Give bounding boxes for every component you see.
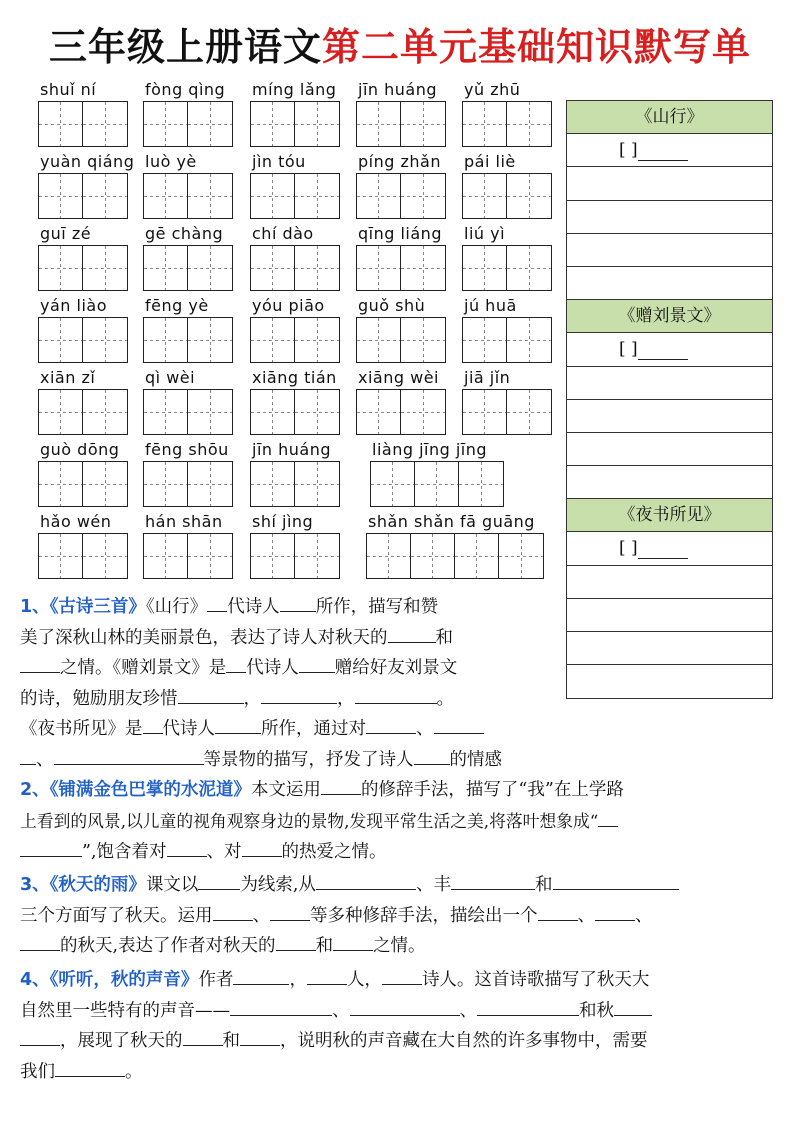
writing-cell[interactable] [401,390,445,434]
question-number: 2、 [20,780,50,800]
poem-author-row[interactable] [567,333,772,366]
pinyin-label: pái liè [464,152,516,171]
writing-cell[interactable] [401,174,445,218]
question-text: ，展现了秋天的 [60,1031,183,1051]
writing-cell[interactable] [401,246,445,290]
writing-box-group[interactable] [38,533,128,579]
question-text: ，说明秋的声音藏在大自然的许多事物中，需要 [280,1031,648,1051]
title-part-black: 三年级上册语文 [48,25,322,69]
poem-line-blank[interactable] [567,201,772,234]
writing-box-group[interactable] [250,173,340,219]
writing-box-group[interactable] [143,173,233,219]
writing-cell[interactable] [357,390,401,434]
question-text: ， [243,688,261,709]
question-text: 《夜书所见》是 [20,719,143,739]
writing-cell[interactable] [357,246,401,290]
question-number: 3、 [20,875,50,895]
pinyin-label: hán shān [145,512,223,531]
question-text: 的热爱之情。 [281,842,387,862]
page-title [0,22,800,72]
question-text: 、 [416,719,434,739]
writing-cell[interactable] [367,534,411,578]
fill-blank[interactable] [434,715,484,734]
pinyin-label: yǔ zhū [464,80,521,99]
fill-blank[interactable] [215,715,261,734]
fill-blank[interactable] [276,932,316,951]
writing-cell[interactable] [295,534,339,578]
question-text: 和 [535,875,553,895]
writing-cell[interactable] [144,534,188,578]
pinyin-label: jú huā [464,296,517,315]
writing-cell[interactable] [401,318,445,362]
question-text: 、 [577,905,595,926]
question-text: 、对 [206,842,242,862]
writing-cell[interactable] [83,102,127,146]
fill-blank[interactable] [183,1027,223,1046]
fill-blank[interactable] [207,593,227,612]
fill-blank[interactable] [451,871,535,890]
question-text: 所作，描写和赞 [315,597,439,617]
pinyin-label: guò dōng [40,440,120,459]
question-text: 作者 [198,970,234,990]
author-bracket: [ ] [619,538,638,559]
author-blank[interactable] [638,339,688,360]
writing-box-group[interactable] [250,533,340,579]
author-bracket: [ ] [619,140,638,161]
writing-cell[interactable] [39,174,83,218]
poem-author-row[interactable] [567,134,772,167]
author-blank[interactable] [638,538,688,559]
pinyin-label: fēng yè [145,296,209,315]
author-blank[interactable] [638,140,688,161]
writing-cell[interactable] [251,462,295,506]
writing-box-group[interactable] [143,245,233,291]
fill-blank[interactable] [20,746,36,765]
poem-author-row[interactable] [567,532,772,565]
fill-blank[interactable] [388,624,436,643]
fill-blank[interactable] [321,776,361,795]
fill-blank[interactable] [240,1027,280,1046]
writing-box-group[interactable] [38,389,128,435]
fill-blank[interactable] [477,997,579,1016]
question-text: 和 [315,936,334,956]
poem-line-blank[interactable] [567,167,772,200]
fill-blank[interactable] [595,902,635,921]
question-text: 、 [459,1000,477,1021]
question-text: 和秋 [579,1000,614,1021]
writing-cell[interactable] [401,102,445,146]
writing-cell[interactable] [188,318,232,362]
pinyin-label: hǎo wén [40,512,112,531]
title-part-red: 第二单元基础知识默写单 [322,25,752,69]
writing-cell[interactable] [463,390,507,434]
poem-line-blank[interactable] [567,400,772,433]
question-text: 代诗人 [162,719,215,739]
writing-box-group[interactable] [370,461,504,507]
question-text: ， [337,688,355,709]
writing-cell[interactable] [295,390,339,434]
fill-blank[interactable] [538,902,578,921]
fill-blank[interactable] [20,1027,60,1046]
writing-cell[interactable] [295,318,339,362]
writing-cell[interactable] [39,102,83,146]
question-text: 为线索,从 [240,875,316,895]
question-title: 《秋天的雨》 [49,875,146,895]
fill-blank[interactable] [382,966,422,985]
writing-cell[interactable] [83,534,127,578]
question-2 [20,775,785,868]
writing-cell[interactable] [463,246,507,290]
writing-cell[interactable] [83,174,127,218]
poem-title-yeshusuojian: 《夜书所见》 [567,499,772,532]
writing-box-group[interactable] [38,101,128,147]
pinyin-label: jīn huáng [358,80,437,99]
writing-box-group[interactable] [356,389,446,435]
poem-line-blank[interactable] [567,367,772,400]
pinyin-label: luò yè [145,152,197,171]
writing-cell[interactable] [463,174,507,218]
question-4 [20,965,785,1087]
writing-cell[interactable] [39,462,83,506]
question-text: 赠给好友刘景文 [334,658,458,678]
writing-cell[interactable] [463,102,507,146]
question-text: 上看到的风景,以儿童的视角观察身边的景物,发现平常生活之美,将落叶想象成“ [20,810,599,831]
writing-cell[interactable] [357,318,401,362]
fill-blank[interactable] [230,997,332,1016]
writing-box-group[interactable] [143,317,233,363]
writing-box-group[interactable] [462,173,552,219]
question-text: 美了深秋山林的美丽景色，表达了诗人对秋天的 [20,627,388,648]
question-text: 的修辞手法，描写了“我”在上学路 [360,780,624,800]
writing-box-group[interactable] [38,461,128,507]
writing-cell[interactable] [144,390,188,434]
question-text: 、 [36,749,54,770]
writing-cell[interactable] [459,462,503,506]
writing-box-group[interactable] [356,317,446,363]
question-title: 《铺满金色巴掌的水泥道》 [49,780,251,800]
writing-box-group[interactable] [462,389,552,435]
fill-blank[interactable] [316,871,416,890]
writing-box-group[interactable] [462,317,552,363]
question-number: 1、 [20,597,50,617]
pinyin-label: fēng shōu [145,440,229,459]
question-text: 人， [346,970,382,990]
question-text: 和 [222,1031,240,1051]
writing-cell[interactable] [357,102,401,146]
pinyin-label: xiāng tián [252,368,337,387]
writing-box-group[interactable] [356,101,446,147]
question-text: 本文运用 [250,780,321,800]
fill-blank[interactable] [414,746,450,765]
writing-box-group[interactable] [462,101,552,147]
writing-box-group[interactable] [38,317,128,363]
pinyin-label: liú yì [464,224,506,243]
poem-line-blank[interactable] [567,433,772,466]
writing-box-group[interactable] [356,245,446,291]
writing-cell[interactable] [144,318,188,362]
question-text: 《山行》 [145,597,208,617]
writing-cell[interactable] [83,462,127,506]
pinyin-label: qīng liáng [358,224,442,243]
question-number: 4、 [20,970,50,990]
fill-blank[interactable] [54,746,204,765]
writing-box-group[interactable] [250,245,340,291]
question-1 [20,592,785,775]
writing-cell[interactable] [83,390,127,434]
fill-blank[interactable] [333,932,373,951]
question-text: 之情。《赠刘景文》是 [60,658,227,678]
question-text: 三个方面写了秋天。运用 [20,905,213,926]
writing-cell[interactable] [295,174,339,218]
question-text: 我们 [20,1061,55,1082]
poem-line-blank[interactable] [567,267,772,300]
fill-blank[interactable] [299,654,335,673]
question-3 [20,870,785,962]
question-text: 之情。 [373,936,426,956]
writing-cell[interactable] [39,246,83,290]
writing-cell[interactable] [411,534,455,578]
fill-blank[interactable] [55,1058,125,1077]
writing-box-group[interactable] [38,245,128,291]
writing-box-group[interactable] [250,101,340,147]
writing-cell[interactable] [507,102,551,146]
writing-box-group[interactable] [356,173,446,219]
fill-blank[interactable] [242,838,282,857]
question-text: 代诗人 [227,597,280,617]
pinyin-label: yán liào [40,296,107,315]
fill-blank[interactable] [143,715,163,734]
writing-box-group[interactable] [38,173,128,219]
question-text: 和 [435,627,453,648]
writing-cell[interactable] [188,102,232,146]
fill-blank[interactable] [167,838,207,857]
writing-box-group[interactable] [143,461,233,507]
question-text: 诗人。这首诗歌描写了秋天大 [421,970,650,990]
writing-cell[interactable] [507,246,551,290]
question-text: 等多种修辞手法，描绘出一个 [310,905,538,926]
writing-cell[interactable] [357,174,401,218]
question-text: 等景物的描写，抒发了诗人 [203,749,414,770]
pinyin-label: jìn tóu [252,152,306,171]
fill-blank[interactable] [178,685,244,704]
fill-blank[interactable] [280,593,316,612]
writing-box-group[interactable] [250,389,340,435]
question-text: 所作，通过对 [261,719,366,739]
fill-blank[interactable] [553,871,679,890]
poem-line-blank[interactable] [567,466,772,499]
writing-cell[interactable] [295,102,339,146]
writing-cell[interactable] [251,534,295,578]
question-text: 。 [436,688,454,709]
question-title: 《听听，秋的声音》 [49,970,199,990]
writing-cell[interactable] [499,534,543,578]
writing-cell[interactable] [144,246,188,290]
writing-box-group[interactable] [366,533,544,579]
fill-blank[interactable] [350,997,460,1016]
writing-cell[interactable] [507,318,551,362]
poem-line-blank[interactable] [567,234,772,267]
writing-cell[interactable] [144,102,188,146]
fill-blank[interactable] [614,997,652,1016]
fill-blank[interactable] [307,966,347,985]
pinyin-label: chí dào [252,224,314,243]
fill-blank[interactable] [20,932,60,951]
question-text: ”,饱含着对 [82,842,167,862]
question-text: 课文以 [145,875,199,895]
writing-cell[interactable] [83,246,127,290]
writing-cell[interactable] [188,390,232,434]
writing-box-group[interactable] [462,245,552,291]
fill-blank[interactable] [366,715,416,734]
writing-cell[interactable] [415,462,459,506]
pinyin-label: guǒ shù [358,296,426,315]
question-title: 《古诗三首》 [49,597,146,617]
question-text: 、丰 [416,875,451,895]
pinyin-label: jīn huáng [252,440,331,459]
question-text: ， [289,970,307,990]
writing-box-group[interactable] [250,317,340,363]
fill-blank[interactable] [598,808,618,827]
pinyin-label: shí jìng [252,512,314,531]
writing-cell[interactable] [295,462,339,506]
writing-box-group[interactable] [250,461,340,507]
pinyin-label: xiāng wèi [358,368,439,387]
poem-title-shanxing: 《山行》 [567,101,772,134]
question-text: 的秋天,表达了作者对秋天的 [60,936,276,956]
writing-cell[interactable] [188,246,232,290]
pinyin-label: liàng jīng jīng [372,440,488,459]
writing-cell[interactable] [507,390,551,434]
pinyin-label: jiā jǐn [464,368,511,387]
writing-cell[interactable] [188,174,232,218]
writing-box-group[interactable] [143,389,233,435]
writing-cell[interactable] [251,246,295,290]
writing-cell[interactable] [39,534,83,578]
question-text: 自然里一些特有的声音—— [20,1000,230,1021]
pinyin-label: yóu piāo [252,296,325,315]
writing-cell[interactable] [455,534,499,578]
pinyin-label: guī zé [40,224,92,243]
question-text: 代诗人 [246,658,299,678]
writing-cell[interactable] [251,390,295,434]
writing-cell[interactable] [188,462,232,506]
poem-title-zengliujingwen: 《赠刘景文》 [567,300,772,333]
fill-blank[interactable] [198,871,240,890]
writing-box-group[interactable] [143,533,233,579]
writing-cell[interactable] [188,534,232,578]
writing-cell[interactable] [295,246,339,290]
writing-box-group[interactable] [143,101,233,147]
pinyin-label: xiān zǐ [40,368,96,387]
author-bracket: [ ] [619,339,638,360]
fill-blank[interactable] [20,654,60,673]
writing-cell[interactable] [144,174,188,218]
fill-blank[interactable] [261,685,337,704]
writing-cell[interactable] [251,174,295,218]
writing-cell[interactable] [39,390,83,434]
fill-blank[interactable] [355,685,437,704]
writing-cell[interactable] [251,102,295,146]
pinyin-label: shǎn shǎn fā guāng [368,512,535,531]
writing-cell[interactable] [39,318,83,362]
writing-cell[interactable] [507,174,551,218]
question-text: 的诗，勉励朋友珍惜 [20,688,178,709]
pinyin-label: qì wèi [145,368,196,387]
writing-cell[interactable] [251,318,295,362]
pinyin-label: shuǐ ní [40,80,97,99]
fill-blank[interactable] [233,966,289,985]
writing-cell[interactable] [463,318,507,362]
pinyin-label: míng lǎng [252,80,337,99]
writing-cell[interactable] [144,462,188,506]
question-text: 、 [635,905,653,926]
pinyin-label: gē chàng [145,224,224,243]
question-text: 、 [332,1000,350,1021]
pinyin-label: píng zhǎn [358,152,441,171]
fill-blank[interactable] [226,654,246,673]
pinyin-label: yuàn qiáng [40,152,135,171]
question-text: 的情感 [449,749,502,770]
fill-blank[interactable] [213,902,253,921]
question-text: 。 [125,1061,143,1082]
fill-blank[interactable] [20,838,82,857]
pinyin-label: fòng qìng [145,80,226,99]
question-text: 、 [252,905,270,926]
writing-cell[interactable] [83,318,127,362]
fill-blank[interactable] [270,902,310,921]
writing-cell[interactable] [371,462,415,506]
